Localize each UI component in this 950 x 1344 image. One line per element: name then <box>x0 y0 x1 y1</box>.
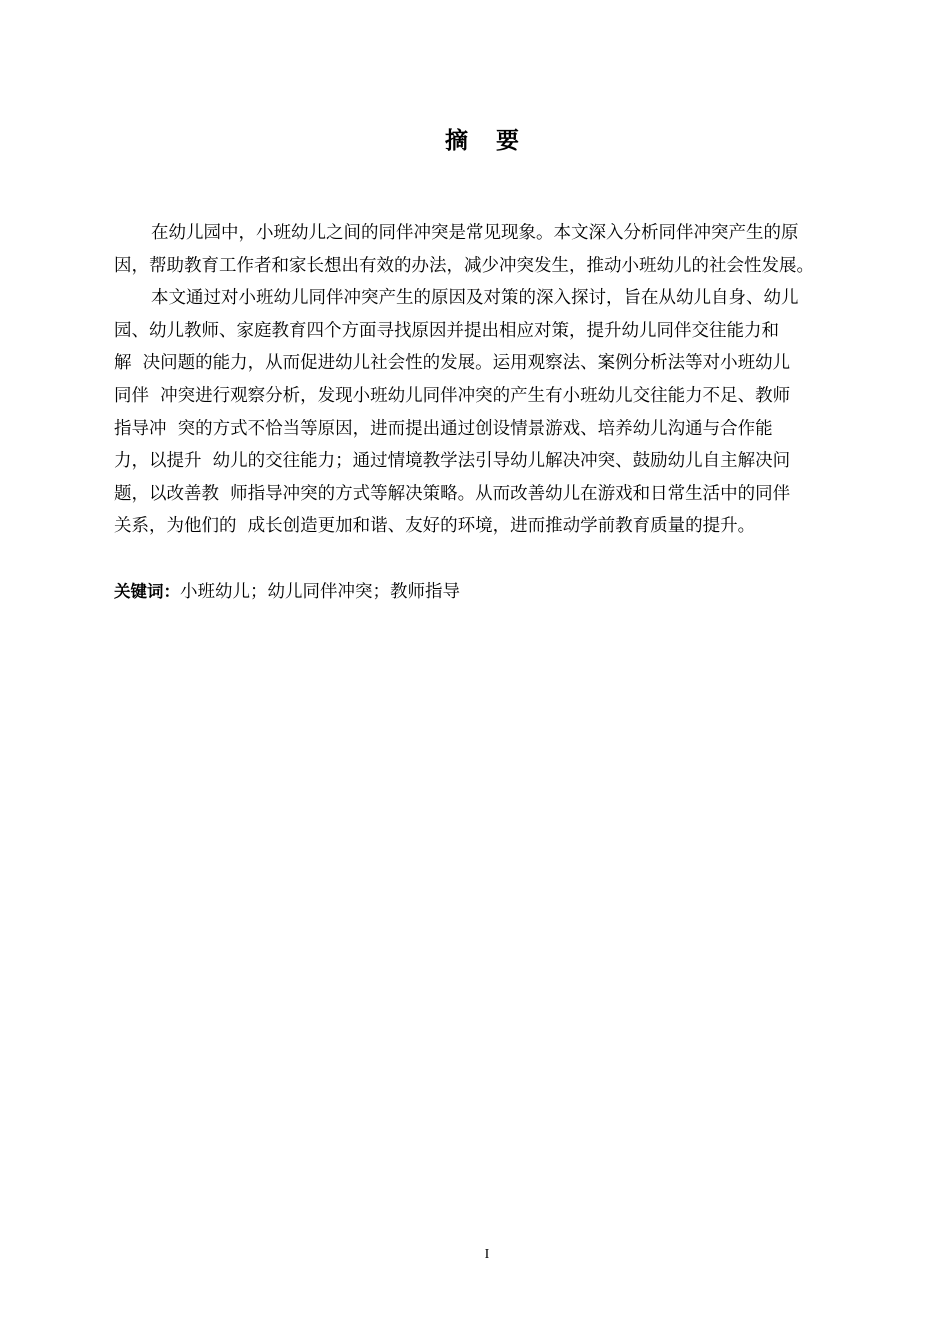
abstract-title-char-1: 摘 <box>445 128 470 154</box>
page-number: I <box>484 1247 490 1262</box>
paragraph-2-line-3: 解 决问题的能力，从而促进幼儿社会性的发展。运用观察法、案例分析法等对小班幼儿 <box>114 353 791 374</box>
keywords-label: 关键词： <box>114 582 180 601</box>
abstract-paragraph-1 <box>114 217 864 282</box>
abstract-body <box>114 217 864 543</box>
paragraph-1-line-2: 因，帮助教育工作者和家长想出有效的办法，减少冲突发生，推动小班幼儿的社会性发展。 <box>114 255 814 276</box>
keywords-line <box>114 578 460 606</box>
paragraph-1-line-1: 在幼儿园中，小班幼儿之间的同伴冲突是常见现象。本文深入分析同伴冲突产生的原 <box>151 223 799 243</box>
abstract-title-char-2: 要 <box>496 128 521 154</box>
paragraph-2-line-5: 指导冲 突的方式不恰当等原因，进而提出通过创设情景游戏、培养幼儿沟通与合作能 <box>114 418 773 439</box>
paragraph-2-line-6: 力，以提升 幼儿的交往能力；通过情境教学法引导幼儿解决冲突、鼓励幼儿自主解决问 <box>114 451 791 472</box>
paragraph-2-line-1: 本文通过对小班幼儿同伴冲突产生的原因及对策的深入探讨，旨在从幼儿自身、幼儿 <box>151 288 799 309</box>
paragraph-2-line-2: 园、幼儿教师、家庭教育四个方面寻找原因并提出相应对策，提升幼儿同伴交往能力和 <box>114 320 779 341</box>
keywords-text: 小班幼儿；幼儿同伴冲突；教师指导 <box>180 582 460 602</box>
paragraph-2-line-8: 关系，为他们的 成长创造更加和谐、友好的环境，进而推动学前教育质量的提升。 <box>114 516 756 537</box>
paragraph-2-line-7: 题，以改善教 师指导冲突的方式等解决策略。从而改善幼儿在游戏和日常生活中的同伴 <box>114 483 791 504</box>
abstract-title <box>0 122 950 155</box>
abstract-paragraph-2 <box>114 282 864 543</box>
paragraph-2-line-4: 同伴 冲突进行观察分析，发现小班幼儿同伴冲突的产生有小班幼儿交往能力不足、教师 <box>114 385 791 406</box>
